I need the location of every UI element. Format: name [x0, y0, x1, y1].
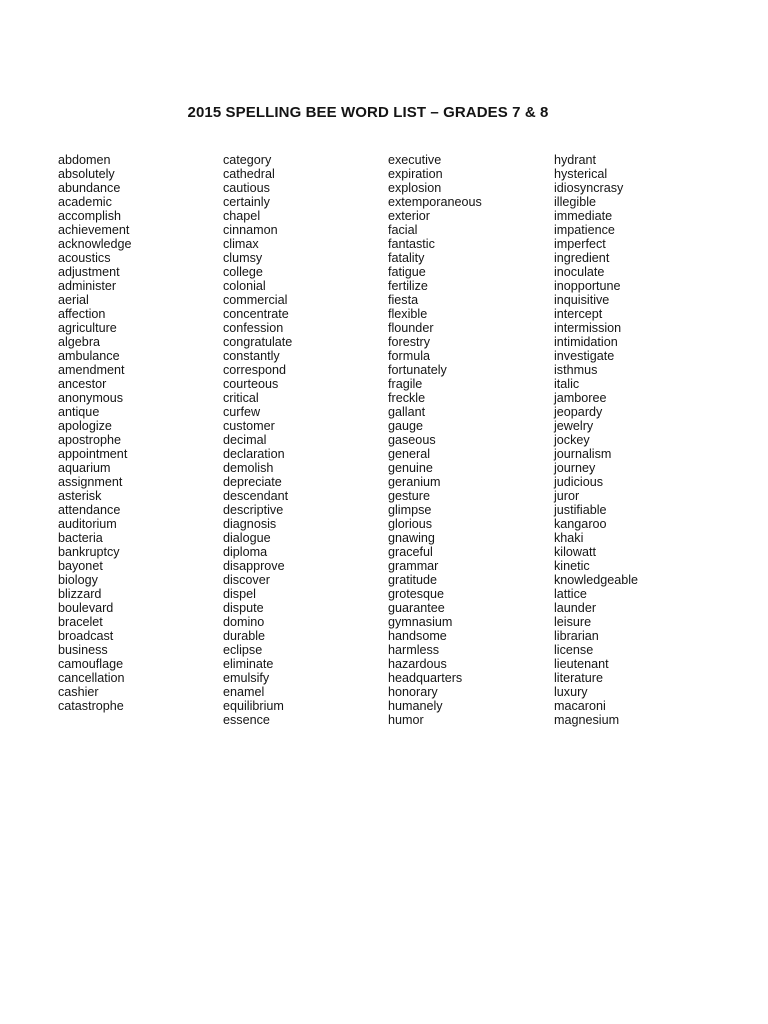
word-item: fiesta: [388, 293, 419, 307]
word-item: colonial: [223, 279, 266, 293]
word-item: agriculture: [58, 321, 117, 335]
word-item: facial: [388, 223, 418, 237]
word-item: idiosyncrasy: [554, 181, 624, 195]
word-item: headquarters: [388, 671, 463, 685]
word-item: genuine: [388, 461, 433, 475]
word-item: acoustics: [58, 251, 111, 265]
word-item: luxury: [554, 685, 588, 699]
word-item: explosion: [388, 181, 442, 195]
word-item: confession: [223, 321, 284, 335]
word-item: absolutely: [58, 167, 115, 181]
word-item: anonymous: [58, 391, 124, 405]
word-item: cautious: [223, 181, 270, 195]
word-item: ambulance: [58, 349, 120, 363]
word-item: amendment: [58, 363, 125, 377]
word-item: honorary: [388, 685, 438, 699]
word-item: jeopardy: [554, 405, 603, 419]
word-item: enamel: [223, 685, 265, 699]
word-item: acknowledge: [58, 237, 132, 251]
word-item: adjustment: [58, 265, 120, 279]
word-item: descriptive: [223, 503, 284, 517]
word-item: handsome: [388, 629, 447, 643]
word-item: catastrophe: [58, 699, 124, 713]
word-item: geranium: [388, 475, 441, 489]
word-item: flounder: [388, 321, 434, 335]
word-item: commercial: [223, 293, 288, 307]
word-item: business: [58, 643, 108, 657]
word-item: judicious: [554, 475, 604, 489]
word-item: cashier: [58, 685, 99, 699]
word-item: lattice: [554, 587, 587, 601]
word-item: customer: [223, 419, 275, 433]
word-item: macaroni: [554, 699, 606, 713]
word-item: knowledgeable: [554, 573, 639, 587]
word-item: aquarium: [58, 461, 111, 475]
word-item: cinnamon: [223, 223, 278, 237]
word-item: justifiable: [554, 503, 607, 517]
word-item: bacteria: [58, 531, 103, 545]
word-item: jamboree: [554, 391, 607, 405]
word-column-4: [554, 153, 638, 727]
word-item: kangaroo: [554, 517, 607, 531]
word-item: gymnasium: [388, 615, 453, 629]
word-item: congratulate: [223, 335, 293, 349]
word-item: domino: [223, 615, 265, 629]
word-item: italic: [554, 377, 580, 391]
word-item: diagnosis: [223, 517, 277, 531]
word-item: declaration: [223, 447, 285, 461]
word-item: impatience: [554, 223, 615, 237]
word-item: chapel: [223, 209, 261, 223]
word-item: boulevard: [58, 601, 114, 615]
word-item: emulsify: [223, 671, 270, 685]
word-item: juror: [554, 489, 580, 503]
word-column-3: [388, 153, 482, 727]
word-item: glorious: [388, 517, 433, 531]
word-item: asterisk: [58, 489, 102, 503]
word-item: aerial: [58, 293, 89, 307]
word-item: broadcast: [58, 629, 114, 643]
word-item: category: [223, 153, 272, 167]
word-item: freckle: [388, 391, 426, 405]
word-item: academic: [58, 195, 112, 209]
word-item: khaki: [554, 531, 584, 545]
word-item: fatigue: [388, 265, 426, 279]
word-item: camouflage: [58, 657, 124, 671]
word-item: decimal: [223, 433, 267, 447]
word-item: gallant: [388, 405, 426, 419]
word-item: diploma: [223, 545, 268, 559]
word-item: bayonet: [58, 559, 103, 573]
word-item: courteous: [223, 377, 279, 391]
word-item: assignment: [58, 475, 123, 489]
word-item: graceful: [388, 545, 433, 559]
word-item: cathedral: [223, 167, 275, 181]
word-column-1: [58, 153, 132, 713]
word-item: constantly: [223, 349, 280, 363]
word-item: affection: [58, 307, 106, 321]
word-item: intermission: [554, 321, 622, 335]
word-item: correspond: [223, 363, 287, 377]
word-item: grotesque: [388, 587, 445, 601]
word-item: hydrant: [554, 153, 597, 167]
word-item: algebra: [58, 335, 101, 349]
word-item: apostrophe: [58, 433, 122, 447]
word-item: appointment: [58, 447, 128, 461]
word-item: jockey: [554, 433, 590, 447]
word-item: abundance: [58, 181, 121, 195]
word-item: cancellation: [58, 671, 125, 685]
word-item: guarantee: [388, 601, 445, 615]
word-item: climax: [223, 237, 259, 251]
word-item: biology: [58, 573, 98, 587]
word-item: inoculate: [554, 265, 605, 279]
word-item: dispel: [223, 587, 256, 601]
word-item: demolish: [223, 461, 274, 475]
word-item: humor: [388, 713, 424, 727]
word-item: dispute: [223, 601, 264, 615]
word-item: gnawing: [388, 531, 435, 545]
word-item: inopportune: [554, 279, 621, 293]
word-item: blizzard: [58, 587, 102, 601]
word-item: fertilize: [388, 279, 428, 293]
word-item: kinetic: [554, 559, 590, 573]
word-item: immediate: [554, 209, 613, 223]
word-item: disapprove: [223, 559, 285, 573]
word-item: durable: [223, 629, 266, 643]
word-item: gratitude: [388, 573, 438, 587]
word-item: auditorium: [58, 517, 117, 531]
word-item: college: [223, 265, 263, 279]
word-item: fortunately: [388, 363, 447, 377]
word-item: glimpse: [388, 503, 432, 517]
word-item: expiration: [388, 167, 443, 181]
word-item: essence: [223, 713, 270, 727]
word-item: critical: [223, 391, 259, 405]
word-item: leisure: [554, 615, 592, 629]
word-item: magnesium: [554, 713, 620, 727]
word-item: fantastic: [388, 237, 435, 251]
word-item: license: [554, 643, 594, 657]
word-item: humanely: [388, 699, 443, 713]
word-item: launder: [554, 601, 597, 615]
word-item: intimidation: [554, 335, 618, 349]
word-item: intercept: [554, 307, 603, 321]
word-item: concentrate: [223, 307, 289, 321]
word-item: accomplish: [58, 209, 121, 223]
word-item: formula: [388, 349, 430, 363]
word-item: gauge: [388, 419, 424, 433]
word-item: jewelry: [554, 419, 594, 433]
word-item: literature: [554, 671, 603, 685]
word-item: curfew: [223, 405, 261, 419]
word-item: fragile: [388, 377, 423, 391]
word-item: achievement: [58, 223, 130, 237]
word-item: grammar: [388, 559, 439, 573]
page-title: 2015 SPELLING BEE WORD LIST – GRADES 7 & 8: [187, 104, 549, 121]
word-item: equilibrium: [223, 699, 284, 713]
word-item: descendant: [223, 489, 289, 503]
word-item: kilowatt: [554, 545, 596, 559]
word-item: gesture: [388, 489, 431, 503]
word-item: abdomen: [58, 153, 111, 167]
word-item: clumsy: [223, 251, 263, 265]
word-item: ancestor: [58, 377, 107, 391]
word-item: journalism: [554, 447, 612, 461]
word-item: lieutenant: [554, 657, 609, 671]
word-item: inquisitive: [554, 293, 610, 307]
word-item: forestry: [388, 335, 430, 349]
word-item: apologize: [58, 419, 112, 433]
word-item: illegible: [554, 195, 597, 209]
word-item: dialogue: [223, 531, 271, 545]
word-item: discover: [223, 573, 270, 587]
word-item: antique: [58, 405, 100, 419]
word-item: journey: [554, 461, 596, 475]
word-item: isthmus: [554, 363, 598, 377]
word-item: investigate: [554, 349, 615, 363]
word-item: general: [388, 447, 431, 461]
word-item: fatality: [388, 251, 425, 265]
word-item: gaseous: [388, 433, 436, 447]
word-item: bankruptcy: [58, 545, 120, 559]
word-item: administer: [58, 279, 117, 293]
word-column-2: [223, 153, 292, 727]
word-item: flexible: [388, 307, 428, 321]
word-item: hysterical: [554, 167, 608, 181]
word-item: imperfect: [554, 237, 606, 251]
word-item: eliminate: [223, 657, 274, 671]
word-item: executive: [388, 153, 442, 167]
word-item: hazardous: [388, 657, 447, 671]
word-item: exterior: [388, 209, 430, 223]
word-item: certainly: [223, 195, 270, 209]
word-item: depreciate: [223, 475, 282, 489]
word-item: attendance: [58, 503, 121, 517]
word-item: eclipse: [223, 643, 263, 657]
word-item: harmless: [388, 643, 440, 657]
word-item: librarian: [554, 629, 599, 643]
word-item: bracelet: [58, 615, 103, 629]
word-item: ingredient: [554, 251, 610, 265]
word-item: extemporaneous: [388, 195, 482, 209]
